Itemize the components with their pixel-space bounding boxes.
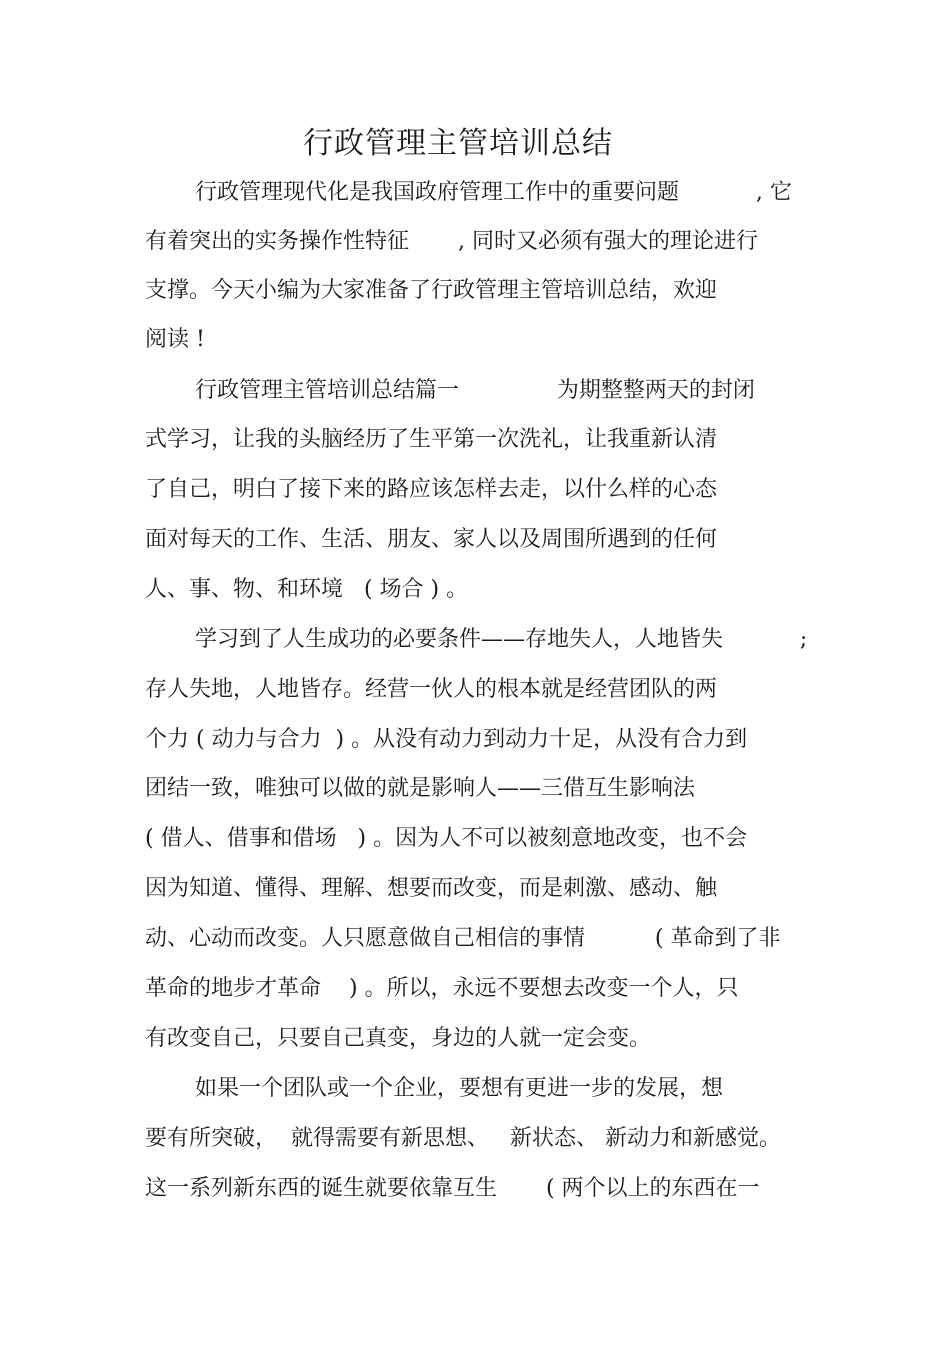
paragraph-line: 人、事、物、和环境 ( 场合 ) 。 [145, 577, 469, 602]
paragraph-line: 面对每天的工作、生活、朋友、家人以及周围所遇到的任何 [145, 527, 718, 552]
paragraph-line: 个力 ( 动力与合力 ) 。从没有动力到动力十足，从没有合力到 [145, 727, 748, 752]
paragraph-line: 如果一个团队或一个企业，要想有更进一步的发展，想 [195, 1076, 724, 1101]
paragraph-line: 行政管理现代化是我国政府管理工作中的重要问题 , 它 [195, 180, 792, 205]
paragraph-line: 这一系列新东西的诞生就要依靠互生 ( 两个以上的东西在一 [145, 1176, 760, 1201]
paragraph-line: 存人失地，人地皆存。经营一伙人的根本就是经营团队的两 [145, 677, 718, 702]
paragraph-line: 因为知道、懂得、理解、想要而改变，而是刺激、感动、触 [145, 876, 718, 901]
paragraph-line: 式学习，让我的头脑经历了生平第一次洗礼，让我重新认清 [145, 427, 718, 452]
paragraph-line: 学习到了人生成功的必要条件——存地失人，人地皆失 ; [195, 627, 808, 652]
paragraph-line: 要有所突破， 就得需要有新思想、 新状态、 新动力和新感觉。 [145, 1126, 781, 1151]
paragraph-line: 团结一致，唯独可以做的就是影响人——三借互生影响法 [145, 776, 696, 801]
paragraph-line: 支撑。今天小编为大家准备了行政管理主管培训总结，欢迎 [145, 278, 718, 303]
document-title: 行政管理主管培训总结 [303, 126, 613, 161]
paragraph-line: 革命的地步才革命 ) 。所以，永远不要想去改变一个人，只 [145, 976, 739, 1001]
paragraph-line: 阅读 ! [145, 327, 205, 352]
paragraph-line: 了自己，明白了接下来的路应该怎样去走，以什么样的心态 [145, 477, 718, 502]
paragraph-line: 有改变自己，只要自己真变，身边的人就一定会变。 [145, 1026, 652, 1051]
paragraph-line: 动、心动而改变。人只愿意做自己相信的事情 ( 革命到了非 [145, 926, 781, 951]
paragraph-line: ( 借人、借事和借场 ) 。因为人不可以被刻意地改变，也不会 [145, 826, 748, 851]
paragraph-line: 行政管理主管培训总结篇一 为期整整两天的封闭 [195, 378, 755, 403]
paragraph-line: 有着突出的实务操作性特征 , 同时又必须有强大的理论进行 [145, 229, 758, 254]
